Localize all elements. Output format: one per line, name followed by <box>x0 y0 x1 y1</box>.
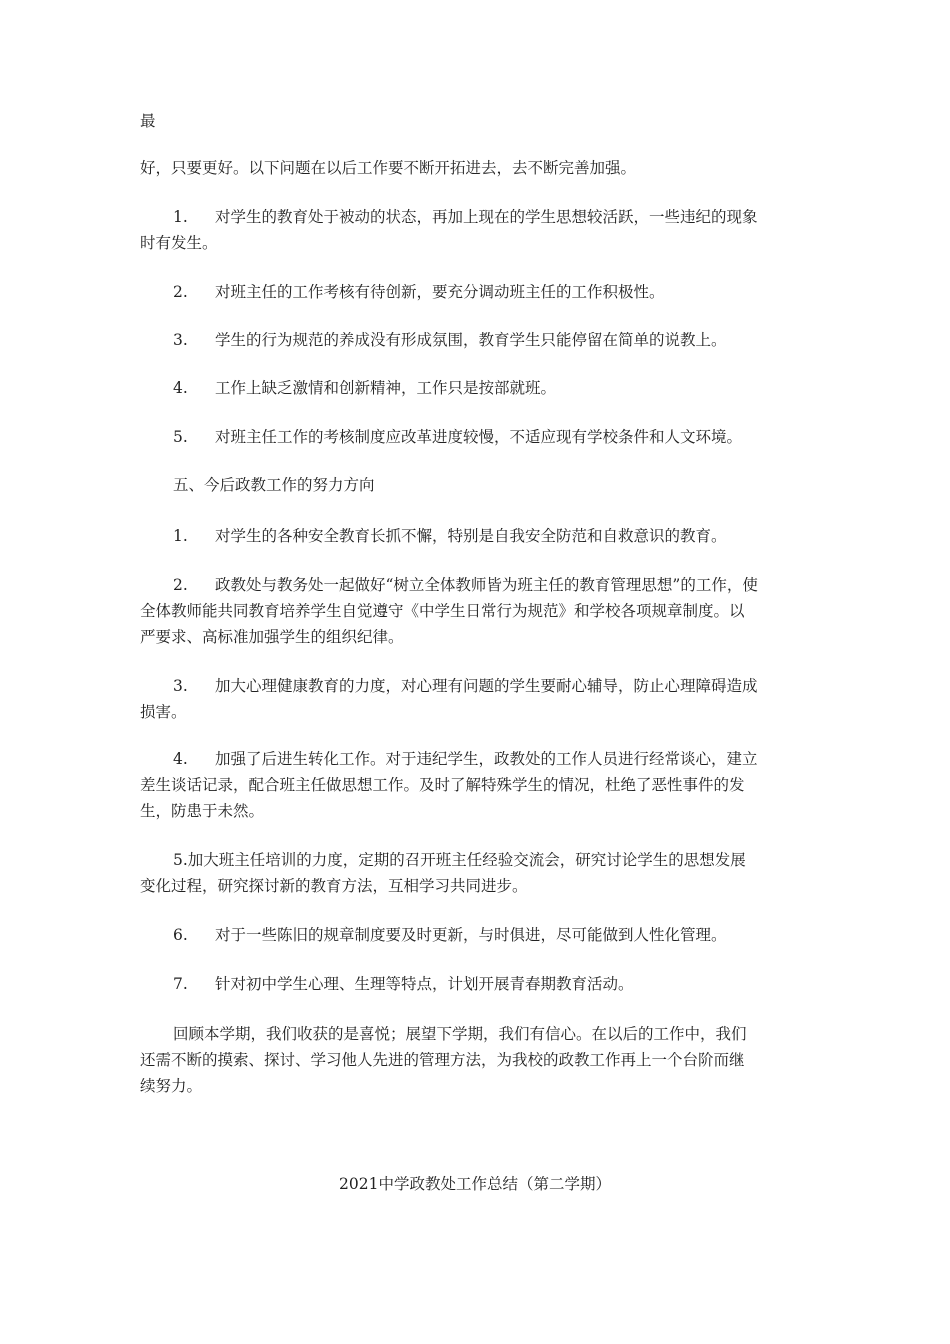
list-text: 针对初中学生心理、生理等特点，计划开展青春期教育活动。 <box>215 975 634 993</box>
paragraph-intro: 好，只要更好。以下问题在以后工作要不断开拓进去，去不断完善加强。 <box>140 159 637 177</box>
problem-item-1 <box>140 204 820 230</box>
problem-item-4 <box>140 375 820 401</box>
list-number: 3. <box>173 677 188 695</box>
list-number: 1. <box>173 208 188 226</box>
list-text: 学生的行为规范的养成没有形成氛围，教育学生只能停留在简单的说教上。 <box>215 331 727 349</box>
list-number: 5. <box>173 851 188 869</box>
paragraph-fragment: 最 <box>140 112 156 130</box>
list-number: 4. <box>173 750 188 768</box>
list-text: 对班主任工作的考核制度应改革进度较慢，不适应现有学校条件和人文环境。 <box>215 428 743 446</box>
direction-item-5-cont: 变化过程，研究探讨新的教育方法，互相学习共同进步。 <box>140 877 528 895</box>
problem-item-1-cont: 时有发生。 <box>140 234 218 252</box>
direction-item-3-cont: 损害。 <box>140 703 187 721</box>
list-text: 对班主任的工作考核有待创新，要充分调动班主任的工作积极性。 <box>215 283 665 301</box>
list-text: 对于一些陈旧的规章制度要及时更新，与时俱进，尽可能做到人性化管理。 <box>215 926 727 944</box>
list-text: 政教处与教务处一起做好“树立全体教师皆为班主任的教育管理思想”的工作，使 <box>215 576 758 594</box>
next-document-title: 2021中学政教处工作总结（第二学期） <box>339 1175 611 1193</box>
direction-item-7 <box>140 971 820 997</box>
direction-item-3 <box>140 673 820 699</box>
section-title: 五、今后政教工作的努力方向 <box>173 476 375 494</box>
closing-line: 回顾本学期，我们收获的是喜悦；展望下学期，我们有信心。在以后的工作中，我们 <box>173 1025 747 1043</box>
list-text: 对学生的各种安全教育长抓不懈，特别是自我安全防范和自救意识的教育。 <box>215 527 727 545</box>
direction-item-1 <box>140 523 820 549</box>
problem-item-5 <box>140 424 820 450</box>
direction-item-4 <box>140 746 820 772</box>
list-number: 6. <box>173 926 188 944</box>
list-text: 加强了后进生转化工作。对于违纪学生，政教处的工作人员进行经常谈心，建立 <box>215 750 758 768</box>
section-heading <box>140 472 820 498</box>
direction-item-4-cont: 差生谈话记录，配合班主任做思想工作。及时了解特殊学生的情况，杜绝了恶性事件的发 <box>140 776 745 794</box>
problem-item-2 <box>140 279 820 305</box>
closing-paragraph-cont: 还需不断的摸索、探讨、学习他人先进的管理方法，为我校的政教工作再上一个台阶而继 <box>140 1051 745 1069</box>
direction-item-4-cont: 生，防患于未然。 <box>140 802 265 820</box>
direction-item-5 <box>140 847 820 873</box>
direction-item-2-cont: 严要求、高标准加强学生的组织纪律。 <box>140 628 404 646</box>
list-number: 4. <box>173 379 188 397</box>
list-text: 加大班主任培训的力度，定期的召开班主任经验交流会，研究讨论学生的思想发展 <box>187 851 746 869</box>
closing-paragraph-cont: 续努力。 <box>140 1077 203 1095</box>
direction-item-6 <box>140 922 820 948</box>
problem-item-3 <box>140 327 820 353</box>
list-number: 7. <box>173 975 188 993</box>
list-text: 加大心理健康教育的力度，对心理有问题的学生要耐心辅导，防止心理障碍造成 <box>215 677 758 695</box>
list-text: 对学生的教育处于被动的状态，再加上现在的学生思想较活跃，一些违纪的现象 <box>215 208 758 226</box>
closing-paragraph <box>140 1021 820 1047</box>
direction-item-2 <box>140 572 820 598</box>
list-text: 工作上缺乏激情和创新精神，工作只是按部就班。 <box>215 379 557 397</box>
list-number: 5. <box>173 428 188 446</box>
list-number: 3. <box>173 331 188 349</box>
list-number: 2. <box>173 283 188 301</box>
list-number: 1. <box>173 527 188 545</box>
list-number: 2. <box>173 576 188 594</box>
direction-item-2-cont: 全体教师能共同教育培养学生自觉遵守《中学生日常行为规范》和学校各项规章制度。以 <box>140 602 745 620</box>
